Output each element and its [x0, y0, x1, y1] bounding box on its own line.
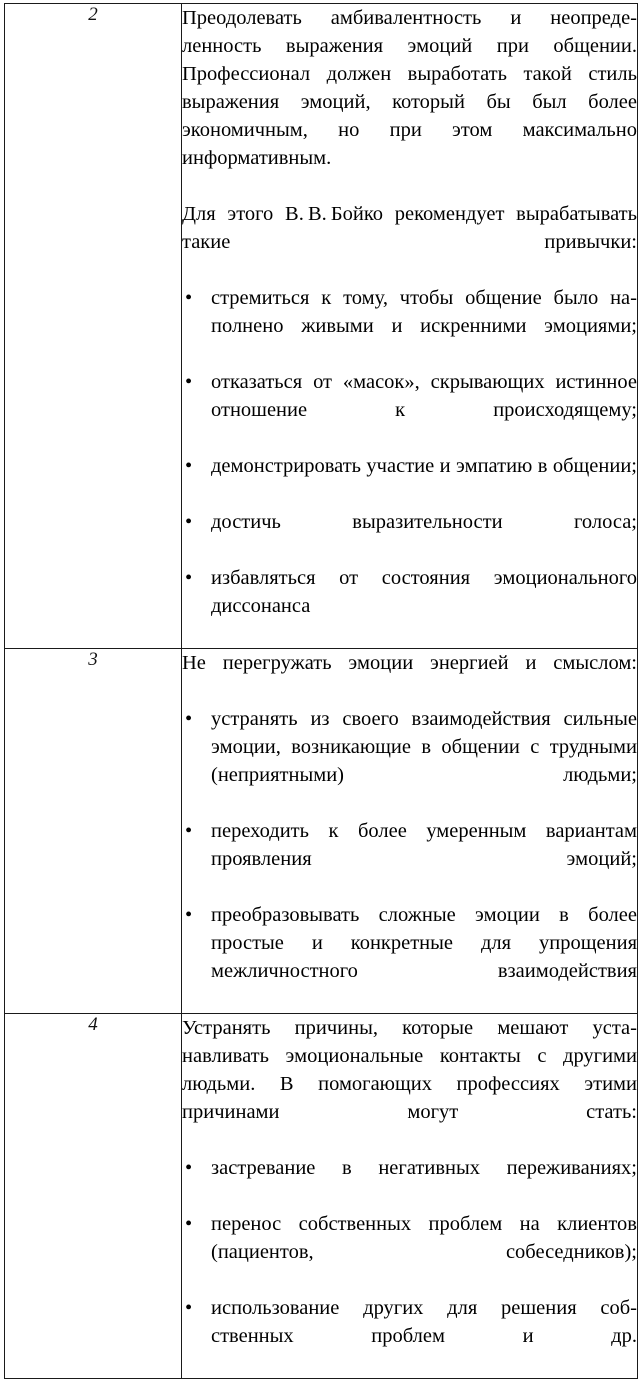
- list-item: • стремиться к тому, чтобы общение было наполнено живыми и искренними эмоциями;: [182, 284, 637, 368]
- row-content-cell: [182, 1014, 638, 1379]
- bullet-list: [182, 284, 637, 648]
- list-item: • демонстрировать участие и эмпатию в общении;: [182, 452, 637, 508]
- paragraph: Не перегружать эмоции энергией и смыслом:: [182, 652, 637, 674]
- row-number-cell: 3: [5, 649, 182, 1014]
- table-row: [5, 649, 638, 1014]
- recommendations-table: [4, 3, 638, 1379]
- bullet-list: [182, 705, 637, 1013]
- paragraph: Для этого В. В. Бойко рекомендует вырабатывать такие привычки:: [182, 203, 637, 253]
- row-content-cell: [182, 4, 638, 649]
- table-row: [5, 4, 638, 649]
- row-number-cell: 4: [5, 1014, 182, 1379]
- bullet-list: [182, 1154, 637, 1378]
- list-item: • использование других для решения собственных проблем и др.: [182, 1294, 637, 1378]
- paragraph: Преодолевать амбивалентность и неопределенность выражения эмоций при общении. Профессионал должен выработать такой стиль выражения эмоций, который бы был более экономичным, но при этом максимально информативным.: [182, 7, 637, 169]
- paragraph: Устранять причины, которые мешают устанавливать эмоциональные контакты с другими людьми. В помогающих профессиях этими причинами могут стать:: [182, 1017, 637, 1123]
- list-item: • преобразовывать сложные эмоции в более простые и конкретные для упрощения межличностного взаимодействия: [182, 901, 637, 1013]
- table-row: [5, 1014, 638, 1379]
- list-item: • переходить к более умеренным вариантам проявления эмоций;: [182, 817, 637, 901]
- row-content-cell: [182, 649, 638, 1014]
- list-item: • избавляться от состояния эмоционального диссонанса: [182, 564, 637, 648]
- list-item: • отказаться от «масок», скрывающих истинное отношение к происходящему;: [182, 368, 637, 452]
- list-item: • перенос собственных проблем на клиентов (пациентов, собеседников);: [182, 1210, 637, 1294]
- table-body: [5, 4, 638, 1379]
- list-item: • застревание в негативных переживаниях;: [182, 1154, 637, 1210]
- row-number-cell: 2: [5, 4, 182, 649]
- list-item: • достичь выразительности голоса;: [182, 508, 637, 564]
- list-item: • устранять из своего взаимодействия сильные эмоции, возникающие в общении с трудными (неприятными) людьми;: [182, 705, 637, 817]
